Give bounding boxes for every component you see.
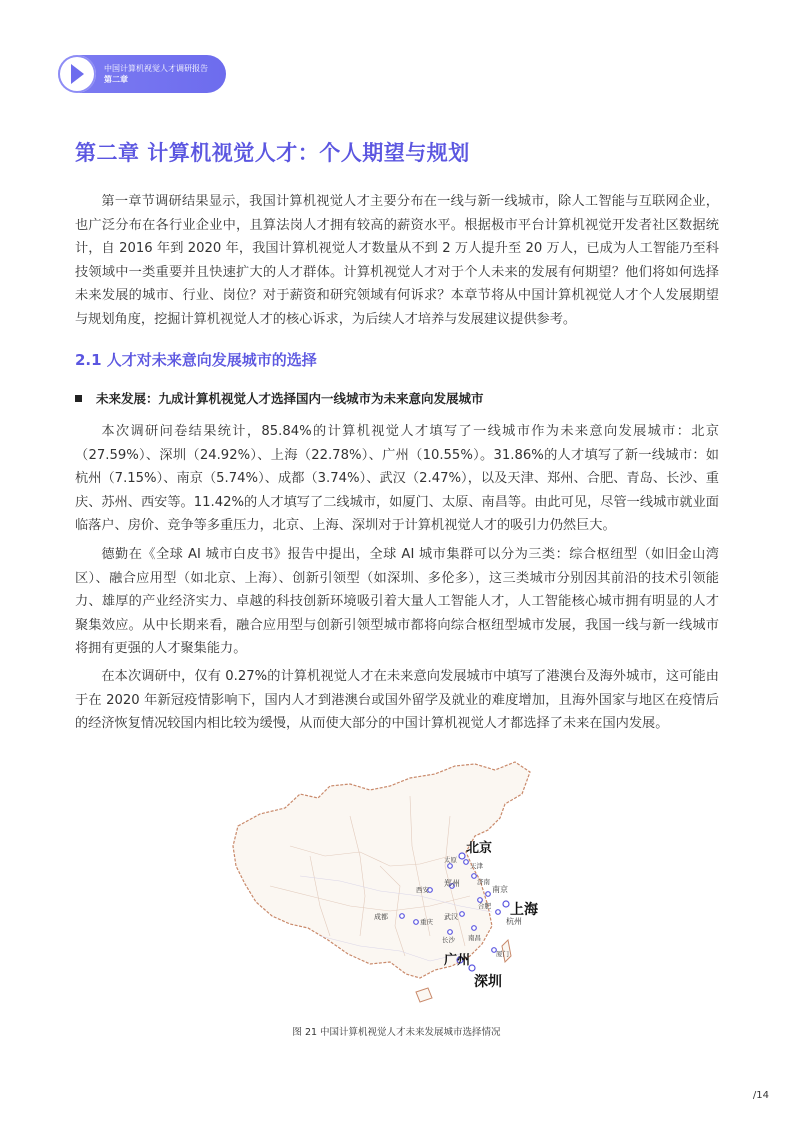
- body-paragraph-1: 本次调研问卷结果统计，85.84%的计算机视觉人才填写了一线城市作为未来意向发展城市：北京（27.59%）、深圳（24.92%）、上海（22.78%）、广州（10.55%）。31.86%的人才填写了新一线城市：如杭州（7.15%）、南京（5.74%）、成都（3.74%）、武汉（2.47%），以及天津、郑州、合肥、青岛、长沙、重庆、苏州、西安等。11.42%的人才填写了二线城市，如厦门、太原、南昌等。由此可见，尽管一线城市就业面临落户、房价、竞争等多重压力，北京、上海、深圳对于计算机视觉人才的吸引力仍然巨大。: [75, 424, 719, 533]
- marker-taiyuan: [448, 864, 453, 869]
- section-title: 2.1 人才对未来意向发展城市的选择: [75, 351, 317, 369]
- map-label-xiamen: 厦门: [496, 951, 509, 958]
- body-paragraph-2: 德勤在《全球 AI 城市白皮书》报告中提出，全球 AI 城市集群可以分为三类：综合枢纽型（如旧金山湾区）、融合应用型（如北京、上海）、创新引领型（如深圳、多伦多），这三类城市分别因其前沿的技术引领能力、雄厚的产业经济实力、卓越的科技创新环境吸引着大量人工智能人才，人工智能核心城市拥有明显的人才聚集效应。从中长期来看，融合应用型与创新引领型城市都将向综合枢纽型城市发展，我国一线与新一线城市将拥有更强的人才聚集能力。: [75, 547, 719, 656]
- marker-nanchang: [472, 926, 477, 931]
- map-label-changsha: 长沙: [442, 937, 455, 944]
- map-label-nanjing: 南京: [492, 885, 508, 894]
- page-number: /14: [752, 1090, 769, 1101]
- map-label-shenzhen: 深圳: [474, 973, 502, 989]
- chapter-title: 第二章 计算机视觉人才：个人期望与规划: [75, 141, 470, 165]
- map-label-xian: 西安: [416, 887, 429, 894]
- figure-caption: 图 21 中国计算机视觉人才未来发展城市选择情况: [292, 1027, 501, 1038]
- map-label-hangzhou: 杭州: [506, 917, 522, 926]
- marker-beijing: [459, 853, 465, 859]
- map-label-beijing: 北京: [466, 840, 493, 855]
- report-title: 中国计算机视觉人才调研报告: [104, 64, 208, 73]
- marker-hefei: [478, 898, 483, 903]
- map-label-zhengzhou: 郑州: [444, 879, 460, 888]
- body-paragraph-3: 在本次调研中，仅有 0.27%的计算机视觉人才在未来意向发展城市中填写了港澳台及海外城市，这可能由于在 2020 年新冠疫情影响下，国内人才到港澳台或国外留学及就业的难度增加，且海外国家与地区在疫情后的经济恢复情况较国内相比较为缓慢，从而使大部分的中国计算机视觉人才都选择了未来在国内发展。: [75, 669, 719, 731]
- marker-wuhan: [460, 912, 465, 917]
- hainan-island: [416, 988, 432, 1002]
- marker-tianjin: [464, 860, 469, 865]
- header-chapter: 第二章: [104, 75, 128, 84]
- map-label-jinan: 济南: [477, 879, 490, 886]
- bullet-heading: [75, 389, 484, 407]
- marker-changsha: [448, 930, 453, 935]
- map-label-guangzhou: 广州: [444, 952, 471, 967]
- map-label-taiyuan: 太原: [444, 857, 457, 864]
- china-outline: [233, 762, 530, 978]
- marker-chongqing: [414, 920, 419, 925]
- map-label-wuhan: 武汉: [444, 914, 458, 921]
- marker-hangzhou: [496, 910, 501, 915]
- header-text: [104, 63, 208, 85]
- map-label-nanchang: 南昌: [468, 935, 481, 942]
- bullet-square-icon: [75, 395, 82, 402]
- china-map-figure: [230, 756, 555, 1012]
- map-label-chengdu: 成都: [374, 914, 388, 921]
- chevron-right-icon: [58, 55, 96, 93]
- map-label-tianjin: 天津: [470, 863, 483, 870]
- map-label-shanghai: 上海: [510, 901, 538, 917]
- marker-chengdu: [400, 914, 405, 919]
- marker-jinan: [472, 874, 477, 879]
- intro-paragraph: 第一章节调研结果显示，我国计算机视觉人才主要分布在一线与新一线城市，除人工智能与互联网企业，也广泛分布在各行业企业中，且算法岗人才拥有较高的薪资水平。根据极市平台计算机视觉开发者社区数据统计，自 2016 年到 2020 年，我国计算机视觉人才数量从不到 2 万人提升至 20 万人，已成为人工智能乃至科技领域中一类重要并且快速扩大的人才群体。计算机视觉人才对于个人未来的发展有何期望？他们将如何选择未来发展的城市、行业、岗位？对于薪资和研究领域有何诉求？本章节将从中国计算机视觉人才个人发展期望与规划角度，挖掘计算机视觉人才的核心诉求，为后续人才培养与发展建议提供参考。: [75, 194, 719, 327]
- marker-shanghai: [503, 901, 509, 907]
- marker-nanjing: [486, 892, 491, 897]
- china-map: [230, 756, 555, 1012]
- map-label-chongqing: 重庆: [420, 919, 433, 926]
- bullet-heading-text: 未来发展：九成计算机视觉人才选择国内一线城市为未来意向发展城市: [96, 391, 484, 406]
- map-label-hefei: 合肥: [478, 903, 491, 910]
